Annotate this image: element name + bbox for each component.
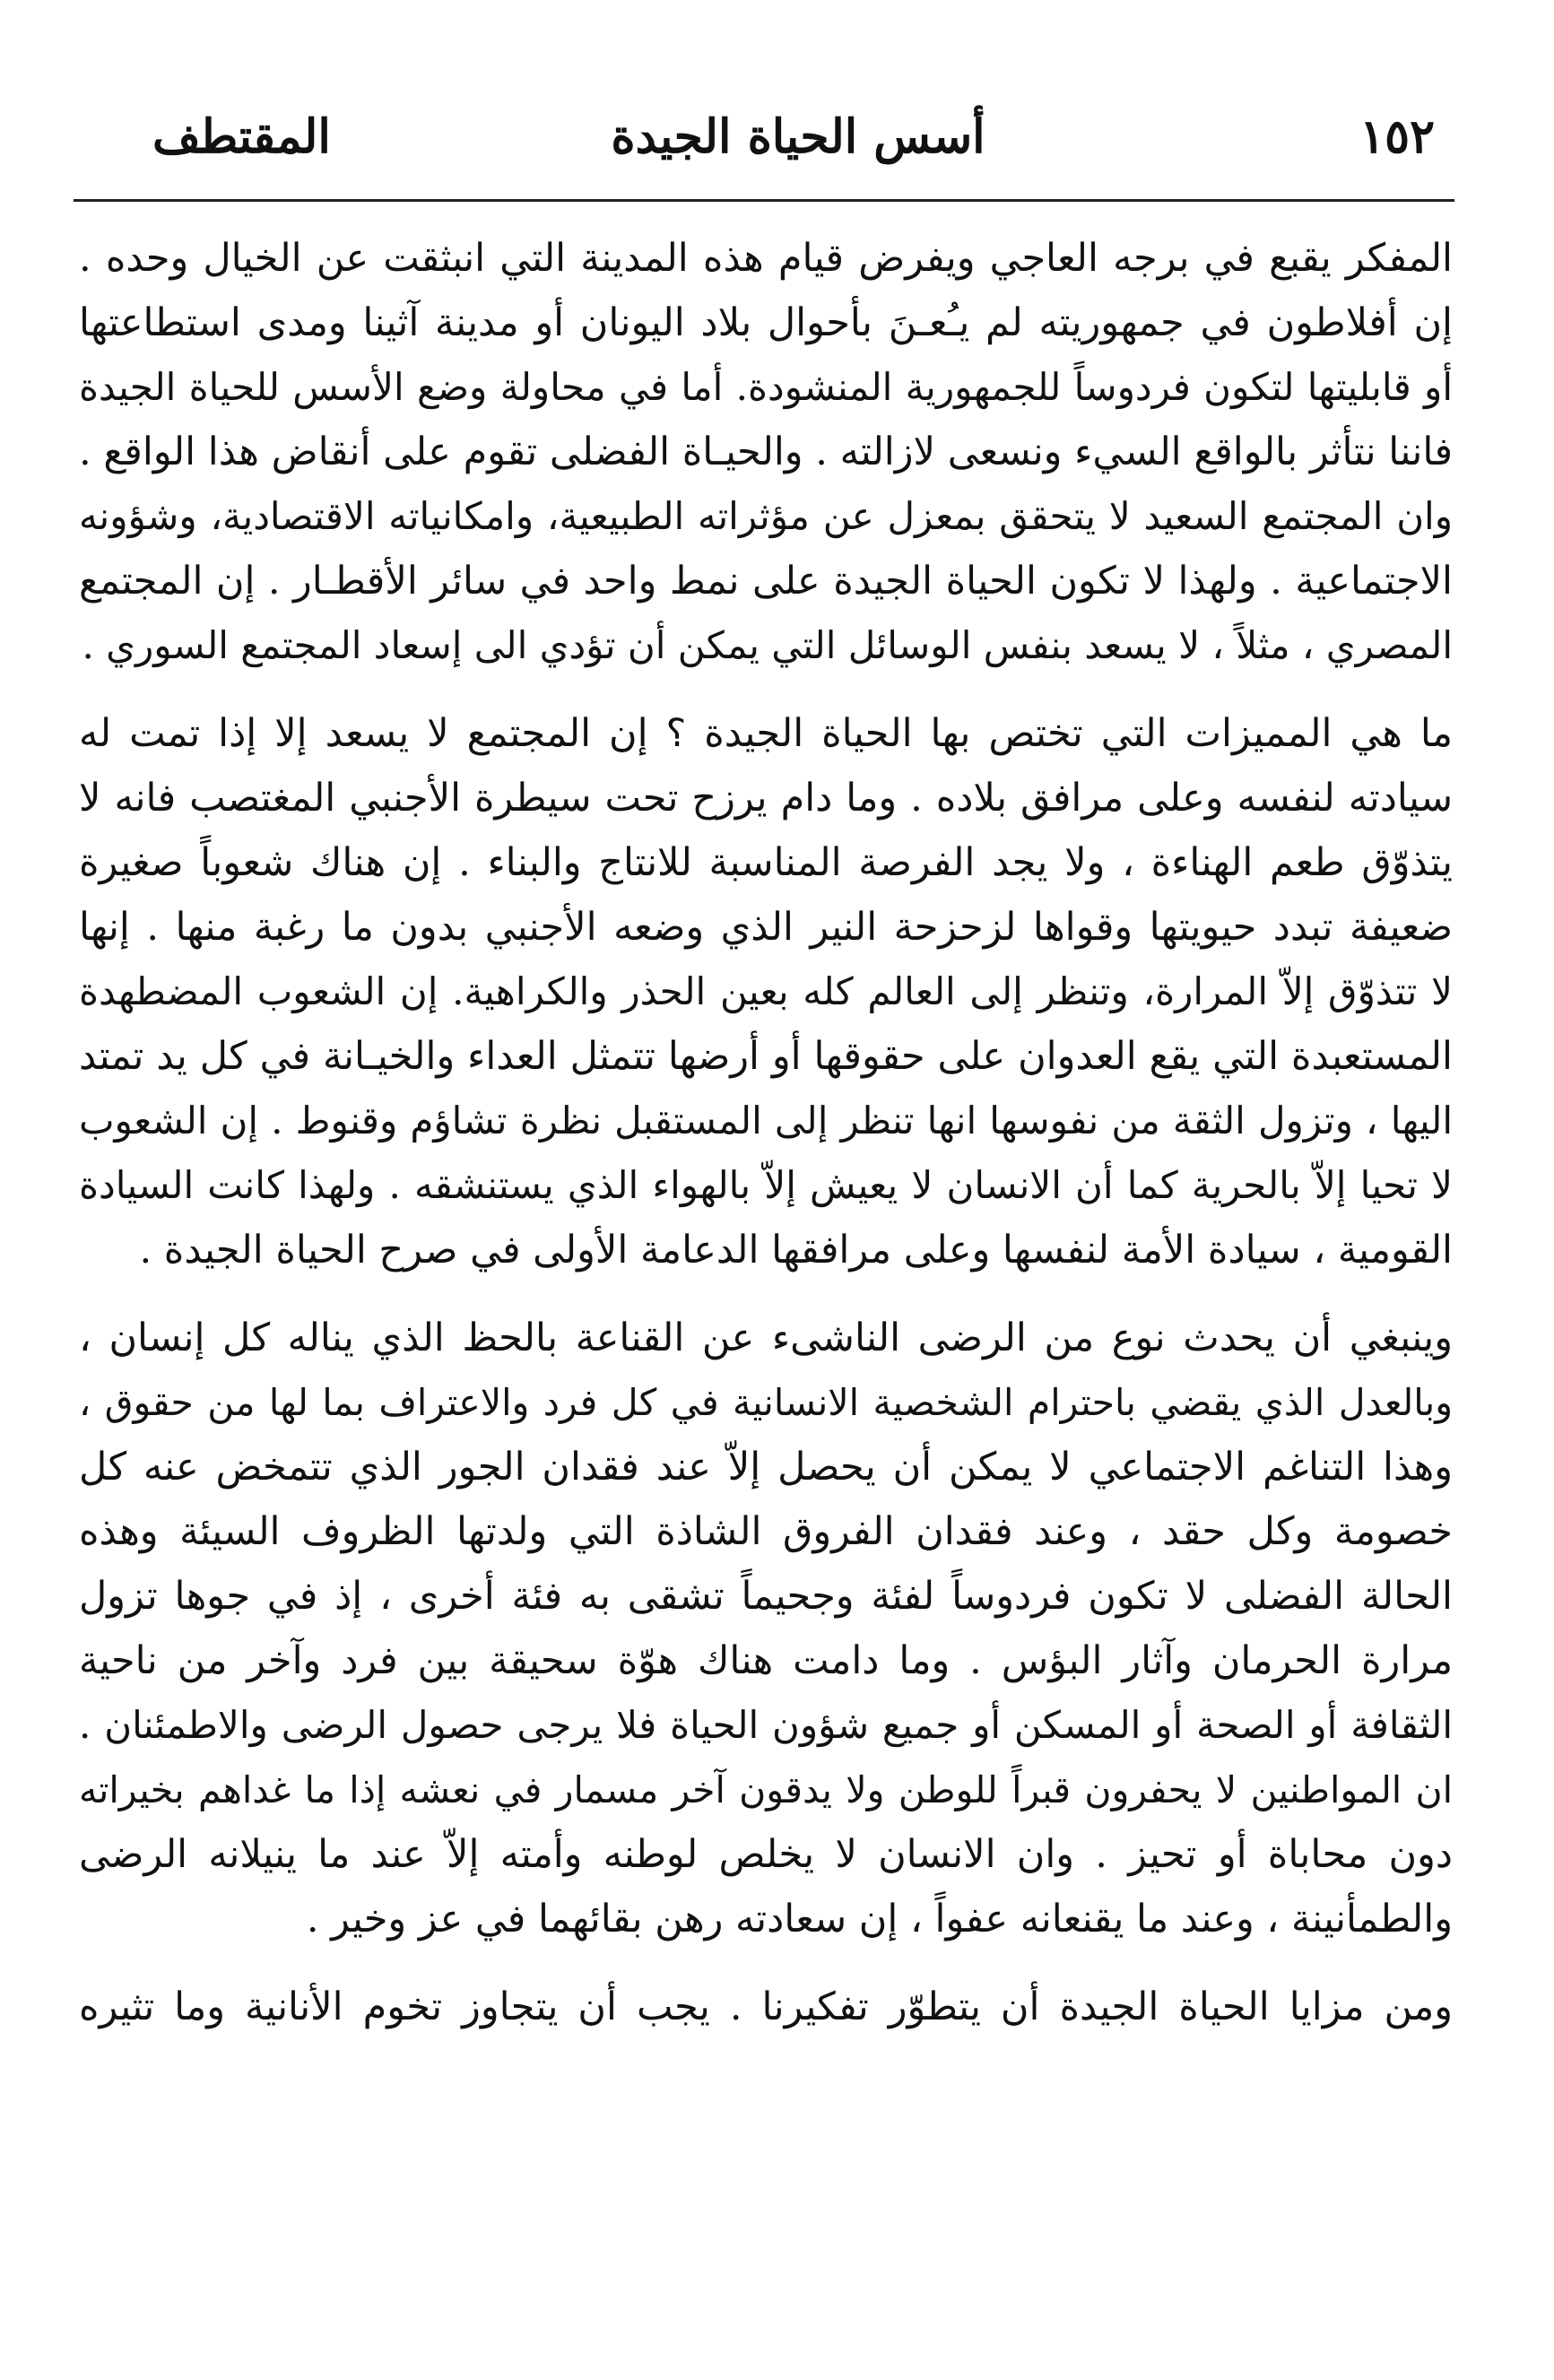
text-line: وينبغي أن يحدث نوع من الرضى الناشىء عن القناعة بالحظ الذي يناله كل إنسان ، bbox=[79, 1316, 1453, 1360]
header-divider bbox=[74, 199, 1454, 202]
text-line: الثقافة أو الصحة أو المسكن أو جميع شؤون الحياة فلا يرجى حصول الرضى والاطمئنان . bbox=[79, 1703, 1453, 1747]
text-line: مرارة الحرمان وآثار البؤس . وما دامت هناك هوّة سحيقة بين فرد وآخر من ناحية bbox=[79, 1638, 1453, 1683]
running-header bbox=[135, 106, 1462, 178]
text-line: ضعيفة تبدد حيويتها وقواها لزحزحة النير الذي وضعه الأجنبي بدون ما رغبة منها . إنها bbox=[79, 905, 1453, 950]
text-line: اليها ، وتزول الثقة من نفوسها انها تنظر إلى المستقبل نظرة تشاؤم وقنوط . إن الشعوب bbox=[79, 1099, 1453, 1142]
text-line: إن أفلاطون في جمهوريته لم يـُعـنَ بأحوال بلاد اليونان أو مدينة آثينا ومدى استطاعتها bbox=[79, 300, 1453, 345]
article-body bbox=[79, 226, 1453, 2039]
text-line: وبالعدل الذي يقضي باحترام الشخصية الانسانية في كل فرد والاعتراف بما لها من حقوق ، bbox=[79, 1381, 1453, 1424]
text-line: دون محاباة أو تحيز . وان الانسان لا يخلص لوطنه وأمته إلاّ عند ما ينيلانه الرضى bbox=[79, 1832, 1453, 1877]
text-line: القومية ، سيادة الأمة لنفسها وعلى مرافقها الدعامة الأولى في صرح الحياة الجيدة . bbox=[139, 1228, 1453, 1273]
text-line: الاجتماعية . ولهذا لا تكون الحياة الجيدة على نمط واحد في سائر الأقطـار . إن المجتمع bbox=[79, 559, 1453, 604]
text-line: ما هي المميزات التي تختص بها الحياة الجيدة ؟ إن المجتمع لا يسعد إلا إذا تمت له bbox=[79, 711, 1453, 756]
text-line: وان المجتمع السعيد لا يتحقق بمعزل عن مؤثراته الطبيعية، وامكانياته الاقتصادية، وشؤونه bbox=[79, 494, 1453, 538]
text-line: خصومة وكل حقد ، وعند فقدان الفروق الشاذة التي ولدتها الظروف السيئة وهذه bbox=[79, 1509, 1453, 1554]
paragraph-1 bbox=[79, 226, 1453, 678]
text-line: يتذوّق طعم الهناءة ، ولا يجد الفرصة المناسبة للانتاج والبناء . إن هناك شعوباً صغيرة bbox=[79, 840, 1453, 885]
text-line: لا تتذوّق إلاّ المرارة، وتنظر إلى العالم كله بعين الحذر والكراهية. إن الشعوب المضطهدة bbox=[79, 969, 1453, 1013]
text-line: المفكر يقبع في برجه العاجي ويفرض قيام هذه المدينة التي انبثقت عن الخيال وحده . bbox=[79, 236, 1453, 281]
text-line: أو قابليتها لتكون فردوساً للجمهورية المنشودة. أما في محاولة وضع الأسس للحياة الجيدة bbox=[79, 365, 1453, 409]
page-number: ١٥٢ bbox=[1359, 109, 1435, 164]
text-line: ان المواطنين لا يحفرون قبراً للوطن ولا يدقون آخر مسمار في نعشه إذا ما غداهم بخيراته bbox=[79, 1768, 1453, 1811]
text-line: سيادته لنفسه وعلى مرافق بلاده . وما دام يرزح تحت سيطرة الأجنبي المغتصب فانه لا bbox=[79, 776, 1453, 821]
text-line: والطمأنينة ، وعند ما يقنعانه عفواً ، إن سعادته رهن بقائهما في عز وخير . bbox=[306, 1897, 1453, 1941]
paragraph-2 bbox=[79, 701, 1453, 1282]
journal-name: المقتطف bbox=[152, 109, 331, 164]
paragraph-4 bbox=[79, 1975, 1453, 2039]
article-title: أسس الحياة الجيدة bbox=[611, 109, 985, 164]
text-line: ومن مزايا الحياة الجيدة أن يتطوّر تفكيرنا . يجب أن يتجاوز تخوم الأنانية وما تثيره bbox=[79, 1985, 1453, 2029]
text-line: لا تحيا إلاّ بالحرية كما أن الانسان لا يعيش إلاّ بالهواء الذي يستنشقه . ولهذا كانت السيادة bbox=[79, 1163, 1453, 1207]
text-line: وهذا التناغم الاجتماعي لا يمكن أن يحصل إلاّ عند فقدان الجور الذي تتمخض عنه كل bbox=[79, 1445, 1453, 1490]
text-line: المصري ، مثلاً ، لا يسعد بنفس الوسائل التي يمكن أن تؤدي الى إسعاد المجتمع السوري . bbox=[82, 623, 1453, 667]
paragraph-3 bbox=[79, 1306, 1453, 1951]
text-line: الحالة الفضلى لا تكون فردوساً لفئة وجحيماً تشقى به فئة أخرى ، إذ في جوها تزول bbox=[79, 1574, 1453, 1619]
text-line: المستعبدة التي يقع العدوان على حقوقها أو أرضها تتمثل العداء والخيـانة في كل يد تمتد bbox=[79, 1034, 1453, 1079]
text-line: فاننا نتأثر بالواقع السيء ونسعى لازالته . والحيـاة الفضلى تقوم على أنقاض هذا الواقع . bbox=[79, 430, 1453, 474]
